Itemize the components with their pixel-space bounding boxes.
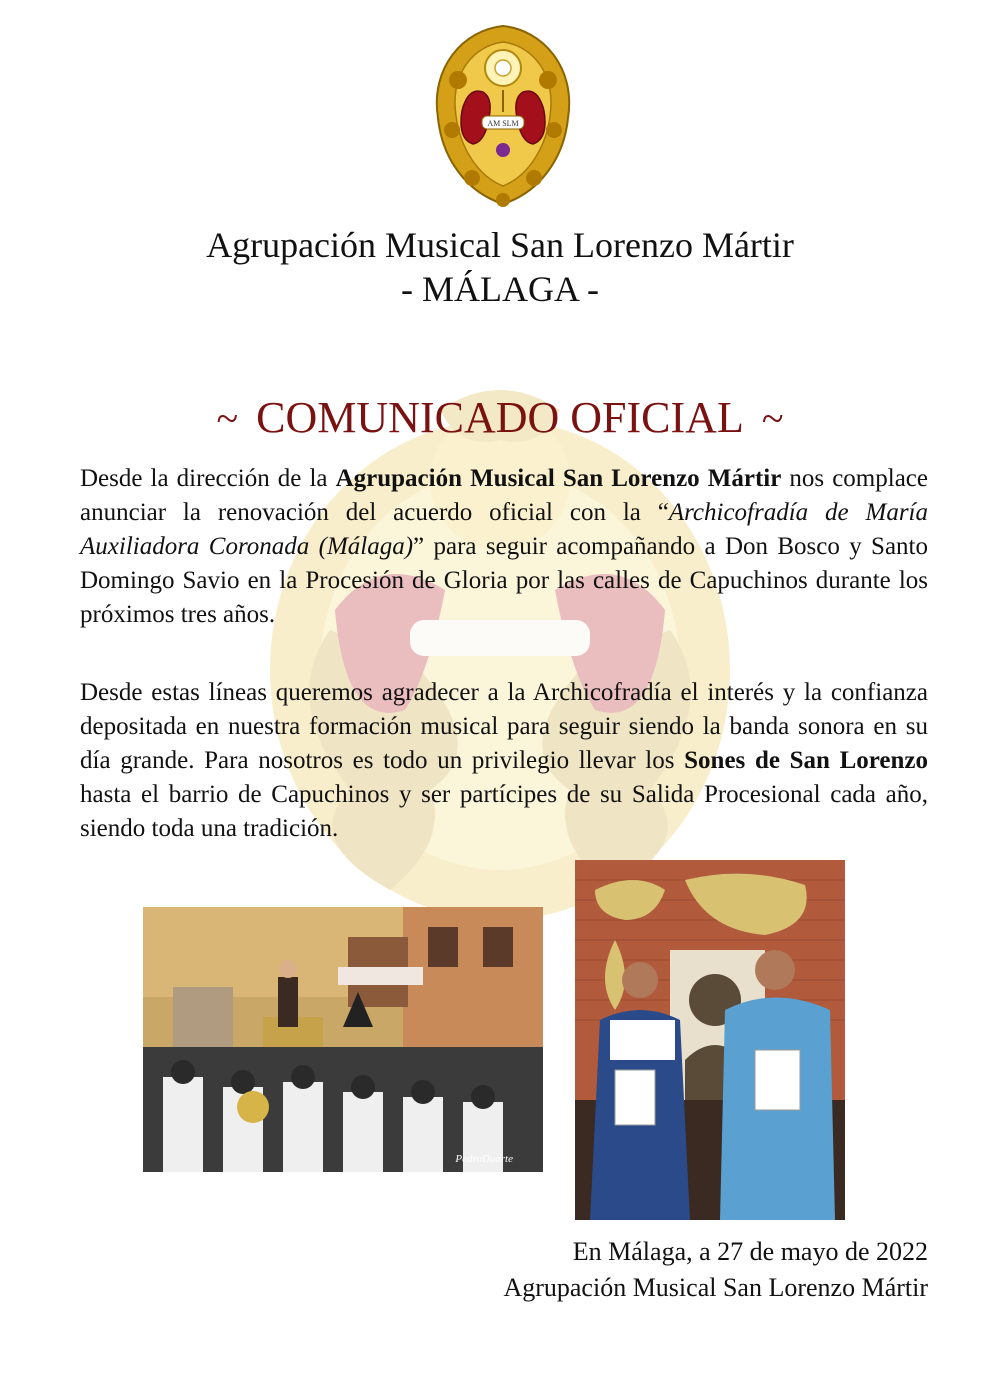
p1-bold-organization: Agrupación Musical San Lorenzo Mártir xyxy=(335,465,782,492)
crest-logo xyxy=(428,20,578,210)
tilde-left: ~ xyxy=(216,396,239,441)
p2-bold-sones: Sones de San Lorenzo xyxy=(684,747,928,774)
p1-text2: nos complace anunciar la renovación del acuerdo oficial con la “ xyxy=(80,465,928,526)
procession-photo xyxy=(143,907,543,1172)
signoff-signature: Agrupación Musical San Lorenzo Mártir xyxy=(503,1273,928,1302)
p1-text1: Desde la dirección de la xyxy=(80,465,336,492)
p1-text3: ” para seguir acompañando a Don Bosco y Santo Domingo Savio en la Procesión de Gloria por las calles de Capuchinos durante los próximos tres años. xyxy=(80,533,928,628)
organization-title: Agrupación Musical San Lorenzo Mártir xyxy=(206,225,794,265)
p2-text1: Desde estas líneas queremos agradecer a la Archicofradía el interés y la confianza depositada en nuestra formación musical para seguir siendo la banda sonora en su día grande. Para nosotros es todo un privilegio llevar los xyxy=(80,679,928,774)
announcement-heading xyxy=(0,390,1000,447)
signing-photo xyxy=(575,860,845,1220)
tilde-right: ~ xyxy=(761,396,784,441)
signoff-date: En Málaga, a 27 de mayo de 2022 xyxy=(572,1237,928,1266)
p2-text2: hasta el barrio de Capuchinos y ser partícipes de su Salida Procesional cada año, siendo toda una tradición. xyxy=(80,781,928,842)
heading-title: COMUNICADO OFICIAL xyxy=(256,393,744,442)
city-title: - MÁLAGA - xyxy=(401,269,599,309)
p1-italic-archicofradia: Archicofradía de María Auxiliadora Coronada (Málaga) xyxy=(80,499,929,560)
paragraph-renewal xyxy=(80,462,928,632)
photo-watermark-text: PedroDuarte xyxy=(455,1153,513,1165)
paragraph-thanks xyxy=(80,676,928,846)
crest-watermark xyxy=(240,370,760,930)
crest-ribbon-text: AM SLM xyxy=(487,119,519,128)
